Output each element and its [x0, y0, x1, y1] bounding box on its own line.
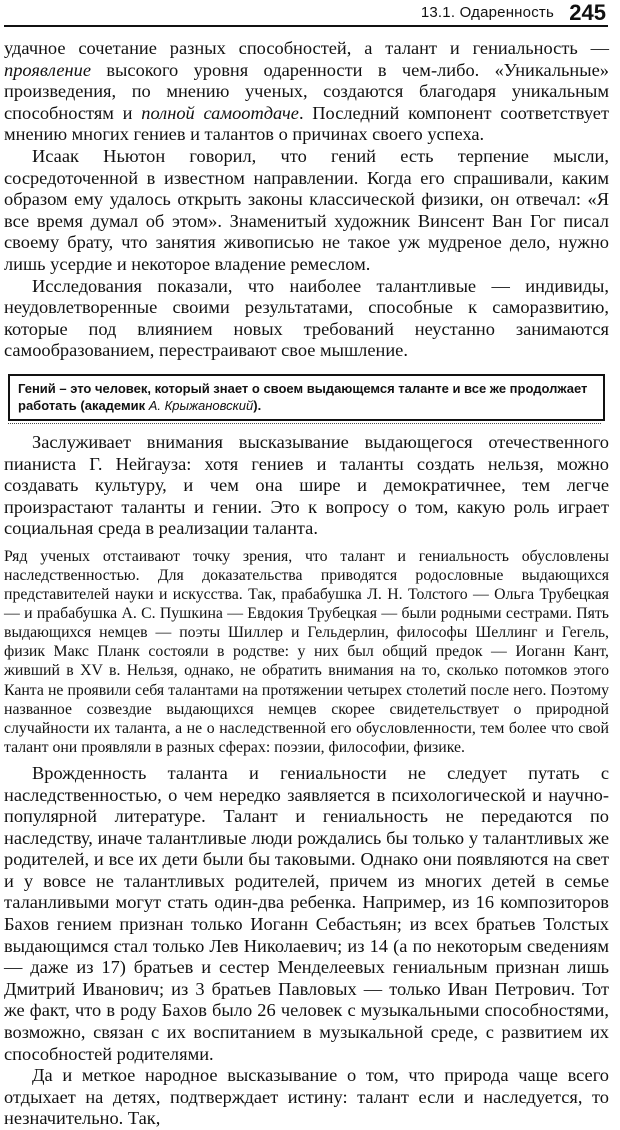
- callout-text: Гений – это человек, который знает о своем выдающемся таланте и все же продолжает работать (академик: [18, 380, 588, 413]
- callout-author: А. Крыжановский: [148, 397, 254, 413]
- paragraph-1: [4, 38, 609, 146]
- paragraph-1-text-a: удачное сочетание разных способностей, а талант и гениальность —: [4, 38, 609, 58]
- paragraph-1-text-c: . Последний компонент соответствует мнению многих гениев и талантов о причинах своего успеха.: [4, 102, 609, 145]
- page-number: 245: [569, 0, 606, 25]
- paragraph-4: Заслуживает внимания высказывание выдающегося отечественного пианиста Г. Нейгауза: хотя гениев и таланты создать нельзя, можно создавать культуру, и чем она шире и демократичнее, тем легче произрастают таланты и гении. Это к вопросу о том, какую роль играет социальная среда в реализации таланта.: [4, 431, 609, 539]
- small-print-block: [4, 547, 609, 757]
- header-rule: [4, 25, 608, 27]
- paragraph-6: Да и меткое народное высказывание о том, что природа чаще всего отдыхает на детях, подтверждает истину: талант если и наследуется, то незначительно. Так,: [4, 1065, 609, 1129]
- paragraph-1-text-b: высокого уровня одаренности в чем-либо. «Уникальные» произведения, по мнению ученых, создаются благодаря уникальным способностям и: [4, 59, 609, 123]
- small-print-paragraph: Ряд ученых отстаивают точку зрения, что талант и гениальность обусловлены наследственностью. Для доказательства приводятся родословные выдающихся представителей науки и искусства. Так, прабабушка Л. Н. Толстого — Ольга Трубецкая — и прабабушка А. С. Пушкина — Евдокия Трубецкая — были родными сестрами. Пять выдающихся немцев — поэты Шиллер и Гельдерлин, философы Шеллинг и Гегель, физик Макс Планк состояли в родстве: у них был общий предок — Иоганн Кант, живший в XV в. Нельзя, однако, не обратить внимания на то, сколько потомков этого Канта не проявили себя талантами на протяжении четырех столетий после него. Поэтому названное созвездие выдающихся немцев скорее свидетельствует о природной случайности их таланта, а не о наследственной его обусловленности, тем более что свой талант они проявляли в разных сферах: поэзии, философии, физике.: [4, 547, 609, 756]
- callout-closing: ).: [253, 397, 262, 413]
- callout-underline: [8, 421, 601, 424]
- page-content: [4, 38, 609, 1130]
- running-title: 13.1. Одаренность: [420, 4, 554, 21]
- page-header: [0, 0, 620, 32]
- paragraph-5: Врожденность таланта и гениальности не следует путать с наследственностью, о чем нередко заявляется в психологической и научно-популярной литературе. Талант и гениальность не передаются по наследству, иначе талантливые люди рождались бы только у талантливых же родителей, и все их дети были бы таковыми. Однако они появляются на свет и у вовсе не талантливых родителей, причем из многих детей в семье таланливыми могут стать один-два ребенка. Например, из 16 композиторов Бахов гением признан только Иоганн Себастьян; из всех братьев Толстых выдающимся стал только Лев Николаевич; из 14 (а по некоторым сведениям — даже из 17) братьев и сестер Менделеевых гениальным признан лишь Дмитрий Иванович; из 3 братьев Павловых — только Иван Петрович. Тот же факт, что в роду Бахов было 26 человек с музыкальными способностями, возможно, связан с их воспитанием в музыкальной среде, с развитием их способностей родителями.: [4, 762, 609, 1064]
- paragraph-1-emphasis-a: проявление: [4, 59, 91, 80]
- paragraph-1-emphasis-b: полной самоотдаче: [141, 102, 299, 123]
- paragraph-2: Исаак Ньютон говорил, что гений есть терпение мысли, сосредоточенной в известном направлении. Когда его спрашивали, каким образом ему удалось открыть законы классической физики, он отвечал: «Я все время думал об этом». Знаменитый художник Винсент Ван Гог писал своему брату, что занятия живописью не такое уж мудреное дело, нужно лишь усердие и некоторое владение ремеслом.: [4, 145, 609, 274]
- quote-callout: [8, 374, 605, 421]
- paragraph-3: Исследования показали, что наиболее талантливые — индивиды, неудовлетворенные своими результатами, способные к саморазвитию, которые под влиянием новых требований неустанно занимаются самообразованием, перестраивают свое мышление.: [4, 275, 609, 361]
